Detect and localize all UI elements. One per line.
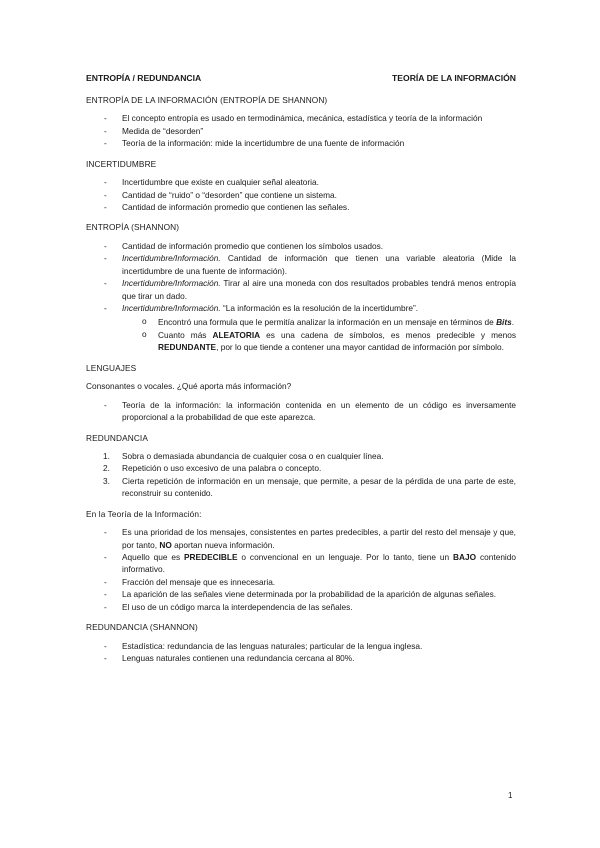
list-item: - Teoría de la información: la información contenida en un elemento de un código es inversamente proporcional a la probabilidad de que este aparezca. <box>86 399 516 424</box>
list-item <box>86 277 516 302</box>
item-text: Cantidad de información que tienen una variable aleatoria (Mide la incertidumbre de una fuente de información). <box>122 253 516 276</box>
section-title-entropia-informacion: ENTROPÍA DE LA INFORMACIÓN (ENTROPÍA DE SHANNON) <box>86 94 328 105</box>
list-item: - Estadística: redundancia de las lenguas naturales; particular de la lengua inglesa. <box>86 640 516 652</box>
list-item: - Fracción del mensaje que es innecesaria. <box>86 576 516 588</box>
predecible-term: PREDECIBLE <box>184 552 238 563</box>
item-text: o convencional en un lenguaje. Por lo tanto, tiene un <box>237 552 454 563</box>
entropia-shannon-list <box>86 240 516 354</box>
bajo-term: BAJO <box>453 552 477 563</box>
sub-item-text: Encontró una formula que le permitía analizar la información en un mensaje en términos de <box>158 317 497 328</box>
page-number: 1 <box>508 791 513 800</box>
section-title-entropia-shannon: ENTROPÍA (SHANNON) <box>86 222 180 233</box>
item-number: 3. <box>103 475 110 486</box>
item-text: Repetición o uso excesivo de una palabra o concepto. <box>122 463 322 474</box>
no-term: NO <box>159 539 172 550</box>
item-label: Incertidumbre/Información. <box>122 278 221 289</box>
item-text: Sobra o demasiada abundancia de cualquier cosa o en cualquier línea. <box>122 450 384 461</box>
section-title-incertidumbre: INCERTIDUMBRE <box>86 158 157 169</box>
numbered-item <box>86 450 516 462</box>
lenguajes-list <box>86 399 516 424</box>
section-title-redundancia-shannon: REDUNDANCIA (SHANNON) <box>86 622 198 633</box>
list-item: - Incertidumbre que existe en cualquier señal aleatoria. <box>86 176 516 188</box>
section-title-teoria-informacion: En la Teoría de la Información: <box>86 508 202 519</box>
list-item: - La aparición de las señales viene determinada por la probabilidad de la aparición de algunas señales. <box>86 588 516 600</box>
incertidumbre-list <box>86 176 516 213</box>
section-title-lenguajes: LENGUAJES <box>86 362 137 373</box>
list-item: - Cantidad de información promedio que contienen las señales. <box>86 201 516 213</box>
item-number: 1. <box>103 450 110 461</box>
list-item <box>86 526 516 551</box>
list-item: - Cantidad de información promedio que contienen los símbolos usados. <box>86 240 516 252</box>
item-text: aportan nueva información. <box>171 539 275 550</box>
list-item: - El uso de un código marca la interdependencia de las señales. <box>86 601 516 613</box>
list-item <box>86 551 516 576</box>
document-page <box>86 72 516 673</box>
list-item <box>86 252 516 277</box>
redundante-term: REDUNDANTE <box>158 342 217 353</box>
item-label: Incertidumbre/Información. <box>122 303 221 314</box>
sub-item-text: es una cadena de símbolos, es menos predecible y menos <box>260 329 516 340</box>
sub-item-text: , por lo que tiende a contener una mayor cantidad de información por símbolo. <box>216 342 504 353</box>
list-item: - Medida de “desorden” <box>86 125 516 137</box>
numbered-item <box>86 462 516 474</box>
bits-term: Bits <box>496 317 512 328</box>
sub-list-item <box>122 329 516 354</box>
header-left-title: ENTROPÍA / REDUNDANCIA <box>86 73 202 83</box>
item-text: Tirar al aire una moneda con dos resultados probables tendrá menos entropía que tirar un dado. <box>122 278 516 301</box>
aleatoria-term: ALEATORIA <box>212 329 261 340</box>
list-item: - Cantidad de “ruido” o “desorden” que contiene un sistema. <box>86 189 516 201</box>
header-right-title: TEORÍA DE LA INFORMACIÓN <box>392 73 516 83</box>
teoria-informacion-list <box>86 526 516 613</box>
item-text: Aquello que es <box>122 552 185 563</box>
sub-list <box>122 316 516 353</box>
redundancia-shannon-list <box>86 640 516 665</box>
page-header <box>86 72 516 85</box>
section-title-redundancia: REDUNDANCIA <box>86 432 148 443</box>
sub-item-end: . <box>511 317 515 328</box>
list-item <box>86 302 516 354</box>
lenguajes-question: Consonantes o vocales. ¿Qué aporta más información? <box>86 381 292 392</box>
item-text: Es una prioridad de los mensajes, consistentes en partes predecibles, a partir del resto del mensaje y que, por tanto, <box>122 527 516 550</box>
entropia-informacion-list <box>86 112 516 149</box>
item-text: Cierta repetición de información en un mensaje, que permite, a pesar de la pérdida de una parte de este, reconstruir su contenido. <box>122 475 516 499</box>
numbered-item <box>86 475 516 500</box>
item-label: Incertidumbre/Información. <box>122 253 221 264</box>
item-text: “La información es la resolución de la incertidumbre”. <box>220 303 419 314</box>
item-text: contenido informativo. <box>122 552 517 575</box>
item-number: 2. <box>103 463 110 474</box>
list-item: - El concepto entropía es usado en termodinámica, mecánica, estadística y teoría de la información <box>86 112 516 124</box>
sub-item-text: Cuanto más <box>158 329 213 340</box>
list-item: - Lenguas naturales contienen una redundancia cercana al 80%. <box>86 652 516 664</box>
redundancia-numbered-list <box>86 450 516 500</box>
list-item: - Teoría de la información: mide la incertidumbre de una fuente de información <box>86 137 516 149</box>
sub-list-item <box>122 316 516 328</box>
